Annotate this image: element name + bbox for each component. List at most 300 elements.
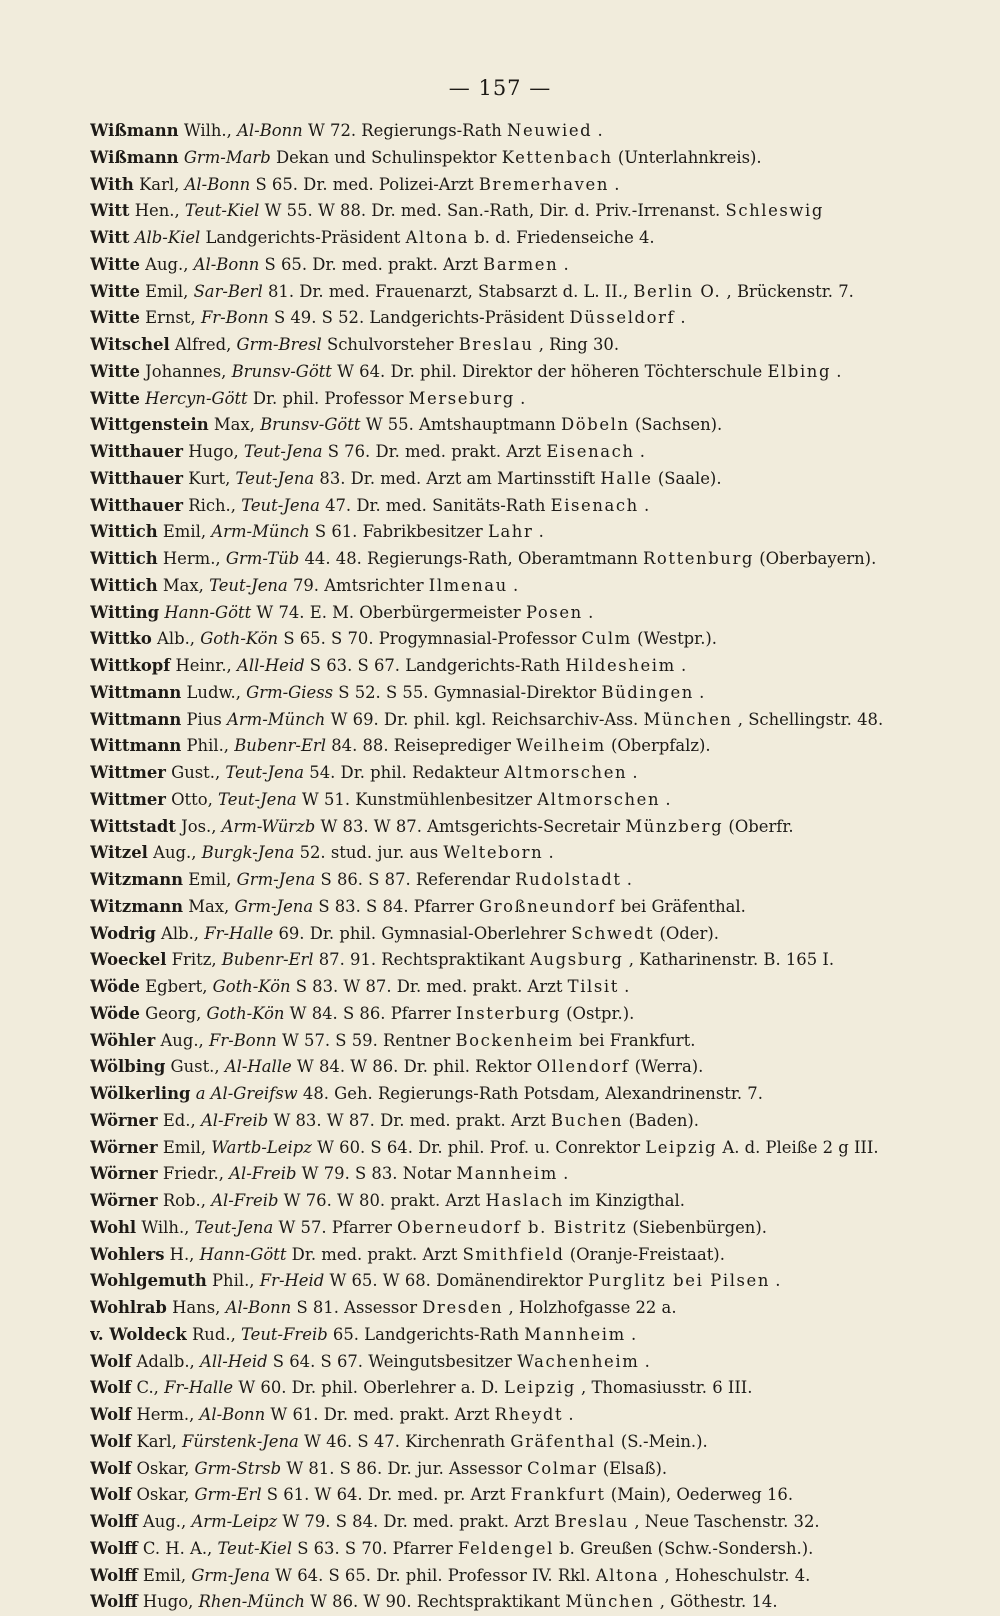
- entry-details: S 61. Fabrikbesitzer: [314, 522, 483, 542]
- entry-surname: Wörner: [90, 1164, 158, 1184]
- entry-address: .: [563, 254, 569, 274]
- entry-row: [90, 1375, 940, 1402]
- entry-address: .: [775, 1271, 781, 1291]
- entry-surname: Wodrig: [90, 923, 156, 943]
- entry-fraternity: All-Heid: [236, 656, 305, 675]
- entry-surname: Wittstadt: [90, 816, 176, 836]
- entry-details: 69. Dr. phil. Gymnasial-Oberlehrer: [278, 923, 567, 943]
- entry-given-name: Hugo,: [142, 1592, 194, 1612]
- entry-details: W 74. E. M. Oberbürgermeister: [256, 602, 521, 622]
- entry-given-name: Fritz,: [171, 950, 217, 970]
- entry-location: Leipzig: [503, 1378, 576, 1398]
- entry-row: [90, 867, 940, 894]
- entry-location: Merseburg: [408, 388, 515, 408]
- entry-fraternity: Fr-Bonn: [208, 1030, 277, 1050]
- entry-address: (Saale).: [657, 468, 722, 488]
- entry-fraternity: Teut-Jena: [194, 1217, 274, 1237]
- entry-address: .: [644, 495, 650, 515]
- entry-details: W 84. S 86. Pfarrer: [289, 1003, 451, 1023]
- entry-details: W 51. Kunstmühlenbesitzer: [301, 789, 532, 809]
- entry-surname: Wolf: [90, 1378, 132, 1398]
- entry-details: Dr. med. prakt. Arzt: [291, 1244, 458, 1264]
- entry-location: Neuwied: [507, 121, 593, 140]
- entry-row: [90, 386, 940, 413]
- entry-row: [90, 573, 940, 600]
- entry-surname: Wöde: [90, 1003, 140, 1023]
- entry-surname: Wißmann: [90, 147, 179, 167]
- entry-surname: Wittich: [90, 575, 158, 595]
- entry-details: S 81. Assessor: [296, 1298, 418, 1317]
- entry-row: [90, 1028, 940, 1055]
- entry-address: .: [680, 308, 686, 328]
- entry-fraternity: Fr-Halle: [164, 1378, 234, 1398]
- entry-location: Altmorschen: [537, 789, 661, 809]
- entry-row: [90, 1322, 940, 1349]
- entry-surname: v. Woldeck: [90, 1324, 187, 1344]
- entry-details: Schulvorsteher: [327, 335, 454, 354]
- entry-address: (Ostpr.).: [566, 1003, 635, 1023]
- entry-surname: Witzel: [90, 843, 148, 863]
- entry-surname: Wolf: [90, 1351, 132, 1371]
- entry-address: .: [626, 870, 632, 889]
- entry-details: W 83. W 87. Amtsgerichts-Secretair: [320, 816, 621, 836]
- entry-row: [90, 840, 940, 867]
- entry-row: [90, 439, 940, 466]
- entry-location: Düsseldorf: [569, 308, 676, 328]
- entry-details: 87. 91. Rechtspraktikant: [318, 950, 525, 970]
- entry-surname: Witzmann: [90, 896, 184, 916]
- entry-given-name: Max,: [188, 896, 230, 916]
- entry-details: S 65. S 70. Progymnasial-Professor: [283, 629, 577, 649]
- entry-details: W 65. W 68. Domänendirektor: [329, 1271, 583, 1291]
- entry-row: [90, 707, 940, 734]
- entry-location: Eisenach: [546, 442, 635, 461]
- entry-address: b. Greußen (Schw.-Sondersh.).: [559, 1538, 814, 1558]
- entry-details: W 79. S 84. Dr. med. prakt. Arzt: [282, 1512, 550, 1531]
- entry-row: [90, 947, 940, 974]
- entry-address: (Elsaß).: [602, 1458, 668, 1478]
- entry-surname: Wölbing: [90, 1057, 166, 1077]
- entry-address: (Main), Oederweg 16.: [610, 1485, 794, 1505]
- entry-details: 48. Geh. Regierungs-Rath Potsdam, Alexandrinenstr. 7.: [302, 1084, 763, 1103]
- entry-surname: Wittmann: [90, 682, 182, 702]
- entry-details: Landgerichts-Präsident: [205, 228, 401, 247]
- entry-details: W 83. W 87. Dr. med. prakt. Arzt: [273, 1110, 546, 1130]
- entry-address: (Oberpfalz).: [610, 736, 711, 756]
- entry-fraternity: Bubenr-Erl: [221, 950, 314, 970]
- entry-location: Smithfield: [462, 1244, 565, 1264]
- entry-given-name: Wilh.,: [141, 1217, 190, 1237]
- entry-surname: Wolf: [90, 1431, 132, 1451]
- entry-location: München: [565, 1592, 655, 1612]
- entry-details: 47. Dr. med. Sanitäts-Rath: [325, 495, 546, 515]
- entry-given-name: Aug.,: [145, 254, 189, 274]
- entry-fraternity: Al-Bonn: [237, 121, 303, 140]
- entry-given-name: Ernst,: [145, 308, 196, 328]
- entry-details: 79. Amtsrichter: [292, 575, 424, 595]
- entry-surname: Witthauer: [90, 495, 184, 515]
- entry-details: W 46. S 47. Kirchenrath: [304, 1431, 506, 1451]
- entry-location: Großneundorf: [479, 896, 616, 916]
- entry-location: Posen: [525, 602, 583, 622]
- entry-surname: Witthauer: [90, 468, 184, 488]
- entry-address: .: [665, 789, 671, 809]
- entry-fraternity: Al-Freib: [211, 1191, 279, 1210]
- entry-fraternity: Burgk-Jena: [201, 843, 295, 863]
- entry-fraternity: Arm-Münch: [226, 709, 326, 729]
- entry-surname: Wißmann: [90, 121, 179, 140]
- entry-surname: Wolff: [90, 1592, 138, 1612]
- entry-row: [90, 1563, 940, 1590]
- entry-fraternity: Grm-Erl: [194, 1485, 262, 1505]
- entry-address: (Oranje-Freistaat).: [569, 1244, 725, 1264]
- entry-details: W 79. S 83. Notar: [301, 1164, 452, 1184]
- entry-surname: Wolf: [90, 1485, 132, 1505]
- entry-fraternity: Alb-Kiel: [134, 228, 201, 247]
- entry-surname: Wörner: [90, 1110, 158, 1130]
- entry-fraternity: Teut-Jena: [241, 495, 320, 515]
- entry-row: [90, 145, 940, 172]
- entry-location: Welteborn: [443, 843, 544, 863]
- entry-row: [90, 1268, 940, 1295]
- entry-location: Halle: [600, 468, 653, 488]
- entry-address: .: [680, 656, 687, 675]
- entry-fraternity: Grm-Tüb: [225, 549, 300, 568]
- entry-fraternity: Fürstenk-Jena: [182, 1431, 299, 1451]
- entry-details: Dekan und Schulinspektor: [275, 147, 497, 167]
- entry-location: Schwedt: [571, 923, 655, 943]
- entry-fraternity: Teut-Jena: [225, 763, 305, 782]
- entry-given-name: Ed.,: [162, 1110, 196, 1130]
- entry-details: 84. 88. Reiseprediger: [331, 736, 511, 756]
- entry-fraternity: Goth-Kön: [206, 1003, 285, 1023]
- entry-fraternity: Grm-Jena: [236, 870, 316, 889]
- entry-address: b. d. Friedenseiche 4.: [474, 228, 655, 247]
- entry-address: , Ring 30.: [538, 335, 620, 354]
- entry-location: Augsburg: [530, 950, 624, 970]
- entry-address: .: [614, 174, 620, 194]
- entry-surname: Wolff: [90, 1512, 138, 1531]
- entry-location: Ilmenau: [428, 575, 508, 595]
- entry-fraternity: Al-Bonn: [199, 1405, 266, 1424]
- entry-location: Eisenach: [550, 495, 639, 515]
- entry-details: 65. Landgerichts-Rath: [332, 1324, 520, 1344]
- entry-location: Altona: [405, 228, 470, 247]
- entry-row: [90, 1242, 940, 1269]
- entry-location: Ollendorf: [536, 1057, 630, 1077]
- entry-fraternity: Grm-Giess: [246, 682, 334, 702]
- entry-surname: Wöhler: [90, 1030, 156, 1050]
- entry-details: S 76. Dr. med. prakt. Arzt: [327, 442, 542, 461]
- entry-fraternity: Brunsv-Gött: [260, 415, 361, 435]
- entry-row: [90, 1429, 940, 1456]
- entry-given-name: Alb.,: [161, 923, 200, 943]
- entry-given-name: Wilh.,: [183, 121, 232, 140]
- entry-location: Oberneudorf b. Bistritz: [397, 1217, 628, 1237]
- entry-fraternity: Arm-Leipz: [191, 1512, 278, 1531]
- entry-location: Breslau: [458, 335, 534, 354]
- entry-row: [90, 1402, 940, 1429]
- entry-given-name: Oskar,: [136, 1485, 190, 1505]
- entry-fraternity: All-Heid: [199, 1351, 268, 1371]
- entry-location: Döbeln: [561, 415, 630, 435]
- entry-given-name: C.,: [136, 1378, 159, 1398]
- entry-fraternity: Grm-Strsb: [194, 1458, 282, 1478]
- entry-surname: Witzmann: [90, 870, 184, 889]
- entry-address: (Westpr.).: [637, 629, 718, 649]
- entry-address: (Sachsen).: [634, 415, 723, 435]
- entry-row: [90, 1589, 940, 1616]
- entry-given-name: Karl,: [136, 1431, 177, 1451]
- entry-row: [90, 1108, 940, 1135]
- entry-location: Wachenheim: [517, 1351, 640, 1371]
- entry-row: [90, 760, 940, 787]
- entry-row: [90, 1482, 940, 1509]
- entry-location: Rottenburg: [642, 549, 754, 568]
- entry-surname: Wohlrab: [90, 1298, 167, 1317]
- entry-details: W 57. Pfarrer: [278, 1217, 392, 1237]
- entry-address: bei Frankfurt.: [579, 1030, 696, 1050]
- entry-fraternity: Bubenr-Erl: [234, 736, 326, 756]
- entry-surname: Witt: [90, 228, 130, 247]
- entry-location: Barmen: [483, 254, 559, 274]
- entry-details: 83. Dr. med. Arzt am Martinsstift: [319, 468, 596, 488]
- entry-fraternity: Goth-Kön: [200, 629, 279, 649]
- entry-given-name: Rud.,: [191, 1324, 236, 1344]
- entry-location: Bremerhaven: [478, 174, 609, 194]
- entry-details: S 63. S 70. Pfarrer: [297, 1538, 453, 1558]
- entry-row: [90, 305, 940, 332]
- entry-location: Mannheim: [456, 1164, 558, 1184]
- entry-row: [90, 814, 940, 841]
- entry-row: [90, 198, 940, 225]
- entry-address: , Schellingstr. 48.: [737, 709, 884, 729]
- entry-fraternity: Rhen-Münch: [198, 1592, 305, 1612]
- entry-given-name: Emil,: [188, 870, 232, 889]
- entry-given-name: Max,: [162, 575, 204, 595]
- entry-details: W 64. S 65. Dr. phil. Professor IV. Rkl.: [275, 1565, 591, 1585]
- entry-fraternity: Arm-Würzb: [221, 816, 316, 836]
- entry-row: [90, 225, 940, 252]
- entry-row: [90, 279, 940, 306]
- entry-details: S 61. W 64. Dr. med. pr. Arzt: [266, 1485, 506, 1505]
- entry-row: [90, 626, 940, 653]
- entry-details: W 60. S 64. Dr. phil. Prof. u. Conrektor: [317, 1137, 641, 1157]
- entry-given-name: Emil,: [162, 522, 207, 542]
- entry-row: [90, 600, 940, 627]
- entry-location: Mannheim: [524, 1324, 626, 1344]
- entry-row: [90, 680, 940, 707]
- entry-address: .: [563, 1164, 569, 1184]
- entry-surname: Wittmer: [90, 789, 166, 809]
- entry-row: [90, 1349, 940, 1376]
- entry-given-name: Emil,: [162, 1137, 207, 1157]
- entry-fraternity: Goth-Kön: [212, 977, 291, 996]
- entry-given-name: Herm.,: [162, 549, 221, 568]
- entry-location: Gräfenthal: [510, 1431, 616, 1451]
- entry-address: , Hoheschulstr. 4.: [664, 1565, 811, 1585]
- entry-surname: Witschel: [90, 335, 170, 354]
- entry-surname: Wittmer: [90, 763, 166, 782]
- entry-surname: Wittmann: [90, 709, 182, 729]
- entry-given-name: Georg,: [145, 1003, 202, 1023]
- entry-surname: Wittich: [90, 549, 158, 568]
- entry-row: [90, 787, 940, 814]
- entry-given-name: Rich.,: [188, 495, 236, 515]
- entry-details: W 55. W 88. Dr. med. San.-Rath, Dir. d. Priv.-Irrenanst.: [264, 201, 721, 221]
- entry-details: W 81. S 86. Dr. jur. Assessor: [286, 1458, 522, 1478]
- entry-given-name: Egbert,: [145, 977, 208, 996]
- entry-address: (Oberfr.: [728, 816, 794, 836]
- entry-row: [90, 519, 940, 546]
- entry-location: Dresden: [422, 1298, 504, 1317]
- entry-surname: Wolf: [90, 1405, 132, 1424]
- entry-address: A. d. Pleiße 2 g III.: [722, 1137, 879, 1157]
- entry-details: W 86. W 90. Rechtspraktikant: [310, 1592, 561, 1612]
- entry-given-name: Alfred,: [174, 335, 232, 354]
- entry-details: S 65. Dr. med. Polizei-Arzt: [255, 174, 474, 194]
- entry-given-name: Friedr.,: [162, 1164, 224, 1184]
- entry-location: Münzberg: [625, 816, 724, 836]
- entry-address: (Werra).: [634, 1057, 704, 1077]
- entry-given-name: Emil,: [145, 281, 189, 301]
- entry-details: S 65. Dr. med. prakt. Arzt: [264, 254, 478, 274]
- entry-details: S 49. S 52. Landgerichts-Präsident: [273, 308, 565, 328]
- entry-row: [90, 1536, 940, 1563]
- entry-fraternity: Al-Halle: [224, 1057, 292, 1077]
- entry-address: .: [631, 1324, 637, 1344]
- entry-address: .: [632, 763, 638, 782]
- entry-row: [90, 733, 940, 760]
- entry-fraternity: Al-Freib: [200, 1110, 269, 1130]
- entry-given-name: Aug.,: [160, 1030, 204, 1050]
- entry-surname: Wolff: [90, 1565, 138, 1585]
- entry-fraternity: Al-Freib: [229, 1164, 297, 1184]
- entry-fraternity: Al-Bonn: [193, 254, 260, 274]
- entry-row: [90, 1001, 940, 1028]
- entry-details: S 83. S 84. Pfarrer: [318, 896, 474, 916]
- entry-location: Colmar: [527, 1458, 598, 1478]
- entry-given-name: Emil,: [142, 1565, 187, 1585]
- entry-row: [90, 1161, 940, 1188]
- entry-surname: Wittich: [90, 522, 158, 542]
- entry-details: W 69. Dr. phil. kgl. Reichsarchiv-Ass.: [330, 709, 639, 729]
- entry-address: .: [644, 1351, 650, 1371]
- entry-given-name: H.,: [169, 1244, 195, 1264]
- entry-fraternity: Grm-Jena: [234, 896, 314, 916]
- entry-surname: Wohlers: [90, 1244, 165, 1264]
- entry-surname: Wörner: [90, 1137, 158, 1157]
- entry-fraternity: Hercyn-Gött: [145, 388, 248, 408]
- entry-location: Altmorschen: [504, 763, 628, 782]
- entry-given-name: Rob.,: [162, 1191, 206, 1210]
- entry-address: (Oder).: [659, 923, 719, 943]
- entry-address: , Neue Taschenstr. 32.: [634, 1512, 820, 1531]
- entry-location: München: [643, 709, 733, 729]
- entry-surname: Witte: [90, 281, 140, 301]
- entry-given-name: Otto,: [171, 789, 213, 809]
- entry-fraternity: Hann-Gött: [199, 1244, 287, 1264]
- entry-address: , Göthestr. 14.: [659, 1592, 778, 1612]
- entry-surname: With: [90, 174, 134, 194]
- entry-surname: Witte: [90, 388, 140, 408]
- entry-row: [90, 653, 940, 680]
- entry-location: Buchen: [551, 1110, 624, 1130]
- entry-fraternity: Arm-Münch: [211, 522, 310, 542]
- entry-fraternity: Teut-Jena: [243, 442, 323, 461]
- entry-fraternity: Grm-Marb: [183, 147, 271, 167]
- entry-location: Rheydt: [494, 1405, 564, 1424]
- entry-row: [90, 1188, 940, 1215]
- entry-given-name: Kurt,: [188, 468, 231, 488]
- entry-address: (Baden).: [628, 1110, 700, 1130]
- entry-fraternity: Fr-Bonn: [200, 308, 269, 328]
- entry-given-name: Herm.,: [136, 1405, 195, 1424]
- entry-fraternity: Brunsv-Gött: [231, 361, 332, 381]
- entry-location: Berlin O.: [633, 281, 722, 301]
- entry-fraternity: Al-Bonn: [184, 174, 251, 194]
- entry-location: Culm: [581, 629, 632, 649]
- entry-row: [90, 546, 940, 573]
- entry-surname: Wolff: [90, 1538, 138, 1558]
- entry-details: 81. Dr. med. Frauenarzt, Stabsarzt d. L. II.,: [267, 281, 629, 301]
- entry-surname: Wittko: [90, 629, 152, 649]
- entry-row: [90, 172, 940, 199]
- entry-fraternity: Grm-Bresl: [236, 335, 322, 354]
- entry-address: .: [699, 682, 705, 702]
- entry-given-name: Hugo,: [188, 442, 239, 461]
- entry-surname: Wittkopf: [90, 656, 171, 675]
- entry-surname: Witte: [90, 254, 140, 274]
- entry-location: Frankfurt: [510, 1485, 606, 1505]
- entry-location: Hildesheim: [565, 656, 676, 675]
- entry-details: S 63. S 67. Landgerichts-Rath: [309, 656, 561, 675]
- entry-given-name: C. H. A.,: [142, 1538, 213, 1558]
- entry-details: S 86. S 87. Referendar: [320, 870, 510, 889]
- entry-fraternity: Teut-Kiel: [217, 1538, 292, 1558]
- entry-given-name: Ludw.,: [186, 682, 241, 702]
- entry-details: W 84. W 86. Dr. phil. Rektor: [296, 1057, 532, 1077]
- entry-location: Bockenheim: [455, 1030, 574, 1050]
- entry-given-name: Jos.,: [181, 816, 217, 836]
- entry-location: Haslach: [485, 1191, 564, 1210]
- entry-surname: Witte: [90, 308, 140, 328]
- entry-details: Dr. phil. Professor: [252, 388, 404, 408]
- entry-address: im Kinzigthal.: [569, 1191, 685, 1210]
- entry-details: 54. Dr. phil. Redakteur: [309, 763, 500, 782]
- entry-given-name: Gust.,: [171, 763, 221, 782]
- entry-fraternity: Teut-Jena: [209, 575, 288, 595]
- entry-fraternity: Teut-Freib: [241, 1324, 328, 1344]
- entry-row: [90, 894, 940, 921]
- entry-surname: Witte: [90, 361, 140, 381]
- entry-address: (S.-Mein.).: [620, 1431, 708, 1451]
- entry-surname: Wöde: [90, 977, 140, 996]
- entry-address: bei Gräfenthal.: [620, 896, 746, 916]
- entry-surname: Witthauer: [90, 442, 184, 461]
- entry-surname: Wittgenstein: [90, 415, 209, 435]
- entry-location: Tilsit: [567, 977, 619, 996]
- entry-given-name: Karl,: [139, 174, 180, 194]
- entry-row: [90, 359, 940, 386]
- entry-address: .: [538, 522, 544, 542]
- entry-location: Purglitz bei Pilsen: [587, 1271, 771, 1291]
- entry-address: .: [639, 442, 645, 461]
- entry-given-name: Alb.,: [157, 629, 195, 649]
- entry-given-name: Hans,: [172, 1298, 221, 1317]
- entry-location: Breslau: [554, 1512, 630, 1531]
- entry-location: Lahr: [487, 522, 534, 542]
